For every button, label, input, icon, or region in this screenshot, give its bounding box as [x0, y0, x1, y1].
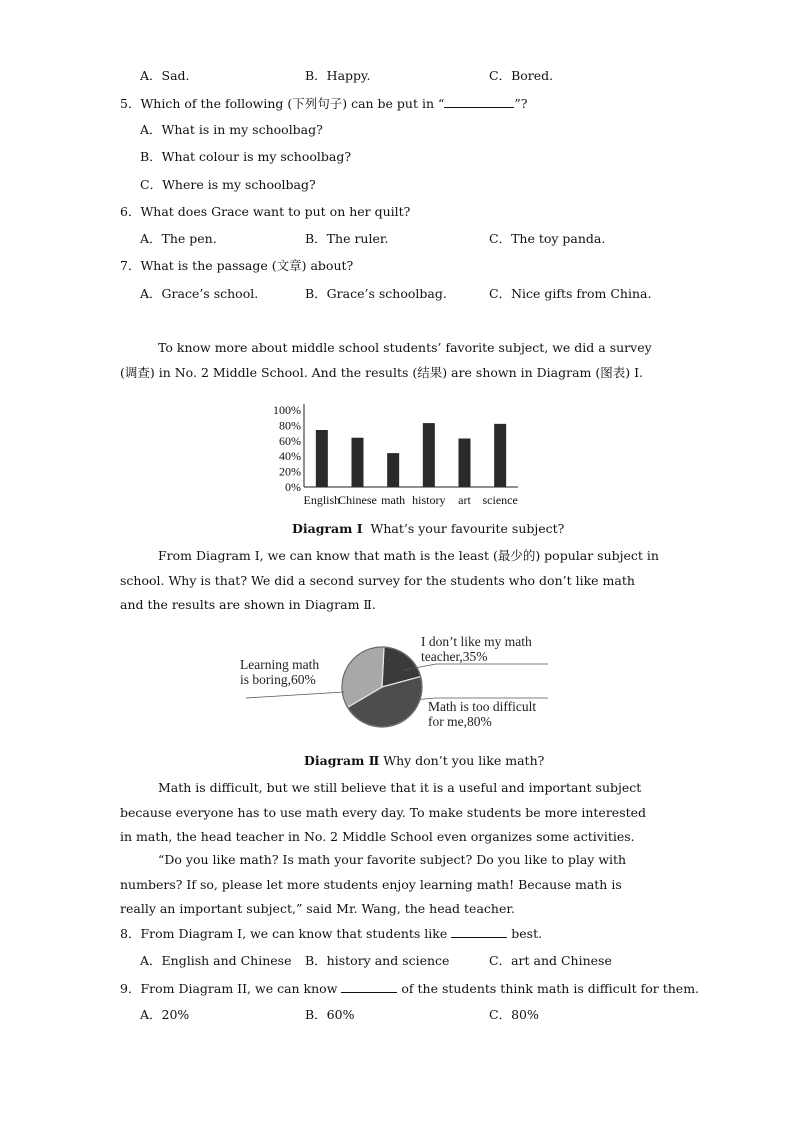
diagram-1-caption [292, 521, 564, 537]
q5-question [120, 95, 527, 112]
q6-question: 6．What does Grace want to put on her quilt? [120, 204, 411, 219]
passage-paragraph-2: From Diagram Ⅰ, we can know that math is the least (最少的) popular subject in school. Why is that? We did a second survey for the students who don’t like math and the results are shown in Diagram Ⅱ. [120, 548, 659, 612]
q7-option-b: B．Grace’s schoolbag. [305, 286, 447, 301]
diagram-1-label: Diagram Ⅰ [292, 521, 363, 536]
q7-option-c: C．Nice gifts from China. [489, 286, 652, 301]
y-tick-label: 0% [285, 480, 301, 494]
q6-option-b: B．The ruler. [305, 231, 389, 246]
pie-leader-line-3 [246, 692, 344, 698]
passage-paragraph-1: To know more about middle school students’ favorite subject, we did a survey (调查) in No. 2 Middle School. And the results (结果) are shown in Diagram (图表) Ⅰ. [120, 340, 652, 380]
q9-blank [341, 980, 397, 993]
passage-paragraph-3: Math is difficult, but we still believe that it is a useful and important subject because everyone has to use math every day. To make students be more interested in math, the head teacher in No. 2 Middle School even organizes some activities. [120, 780, 647, 844]
q9-prefix: 9．From Diagram II, we can know [120, 981, 338, 996]
pie-label-2-line-1: Math is too difficult [428, 699, 537, 714]
q9-option-b: B．60% [305, 1007, 355, 1022]
diagram-2-title: Why don’t you like math? [383, 753, 545, 768]
pie-label-3-line-1: Learning math [240, 657, 320, 672]
q9-suffix: of the students think math is difficult for them. [401, 981, 700, 996]
y-tick-label: 100% [273, 403, 301, 417]
q7-option-a: A．Grace’s school. [140, 286, 259, 301]
x-tick-label-science: science [482, 493, 518, 507]
q8-option-a: A．English and Chinese [140, 953, 292, 968]
q5-option-a: A．What is in my schoolbag? [140, 122, 323, 137]
q8-question [120, 925, 542, 942]
q5-option-c: C．Where is my schoolbag? [140, 177, 316, 192]
diagram-2-pie-chart [236, 632, 556, 740]
pie-label-1-line-1: I don’t like my math [421, 634, 532, 649]
pie-leader-line-1 [404, 664, 548, 670]
q4-option-c: C．Bored. [489, 68, 554, 83]
q5-option-b: B．What colour is my schoolbag? [140, 149, 352, 164]
y-tick-label: 40% [279, 449, 301, 464]
diagram-1-title: What’s your favourite subject? [370, 521, 565, 536]
diagram-1-bar-chart [268, 398, 530, 514]
pie-label-2-line-2: for me,80% [428, 714, 492, 729]
q8-option-c: C．art and Chinese [489, 953, 612, 968]
q8-option-b: B．history and science [305, 953, 450, 968]
q8-suffix: best. [511, 926, 543, 941]
q4-option-a: A．Sad. [140, 68, 190, 83]
diagram-2-caption [304, 753, 544, 769]
x-tick-label-history: history [412, 493, 446, 507]
q5-prefix: 5．Which of the following (下列句子) can be put in “ [120, 96, 445, 111]
x-tick-label-math: math [381, 493, 406, 507]
q6-option-a: A．The pen. [140, 231, 217, 246]
bar-history [423, 423, 435, 487]
diagram-2-label: Diagram Ⅱ [304, 753, 380, 768]
bar-science [494, 424, 506, 487]
q9-option-c: C．80% [489, 1007, 539, 1022]
y-tick-label: 80% [279, 418, 301, 433]
q5-blank [444, 95, 514, 108]
q8-blank [451, 925, 507, 938]
x-tick-label-art: art [458, 493, 471, 507]
q9-question [120, 980, 699, 997]
x-tick-label-English: English [303, 493, 341, 507]
bar-art [459, 438, 471, 487]
passage-paragraph-4: “Do you like math? Is math your favorite subject? Do you like to play with numbers? If so, please let more students enjoy learning math! Because math is really an important subject,” said Mr. Wang, the head teacher. [120, 852, 627, 916]
x-tick-label-Chinese: Chinese [338, 493, 377, 507]
y-tick-label: 60% [279, 433, 301, 448]
bar-math [387, 453, 399, 487]
q5-suffix: ”? [514, 96, 528, 111]
pie-label-3-line-2: is boring,60% [240, 672, 316, 687]
pie-label-1-line-2: teacher,35% [421, 649, 488, 664]
bar-English [316, 430, 328, 487]
q7-question: 7．What is the passage (文章) about? [120, 258, 354, 273]
q9-option-a: A．20% [140, 1007, 190, 1022]
y-tick-label: 20% [279, 464, 301, 479]
bar-Chinese [352, 438, 364, 487]
q8-prefix: 8．From Diagram I, we can know that students like [120, 926, 448, 941]
q4-option-b: B．Happy. [305, 68, 371, 83]
q6-option-c: C．The toy panda. [489, 231, 606, 246]
